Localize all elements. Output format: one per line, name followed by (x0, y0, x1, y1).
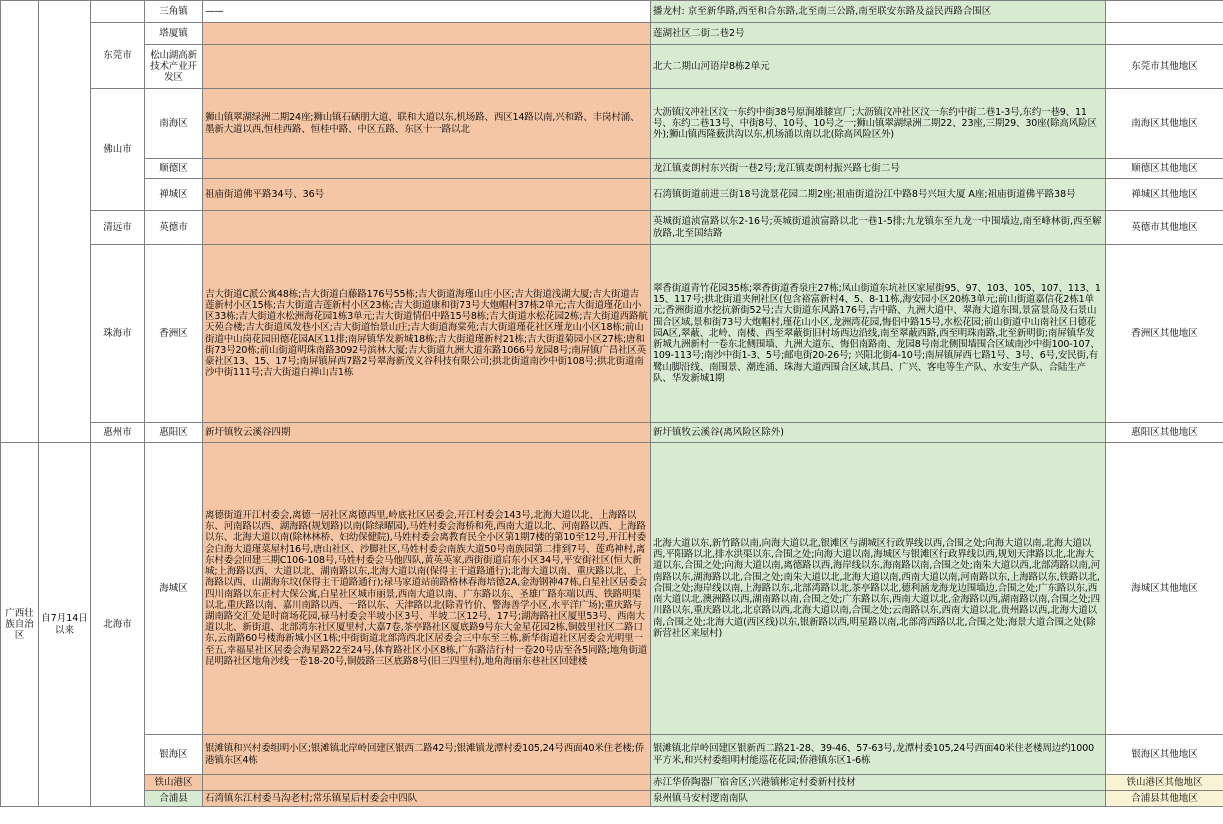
cell-low-risk: 禅城区其他地区 (1106, 179, 1223, 211)
cell-district: 海城区 (145, 443, 203, 735)
cell-low-risk: 英德市其他地区 (1106, 211, 1223, 245)
cell-high-risk: —— (203, 1, 651, 23)
table-row (1, 735, 1223, 775)
cell-low-risk: 银海区其他地区 (1106, 735, 1223, 775)
cell-low-risk: 香洲区其他地区 (1106, 245, 1223, 423)
table-row (1, 443, 1223, 735)
cell-high-risk: 离德街道开江村委会,离德一居社区离德西里,岭底社区居委会,开江村委会143号,北海大道以北、上海路以东、河南路以西、湖海路(规划路)以南(除绿曜园),马姓村委会海桥和苑,西南大道以北、河南路以西、上海路以东、北海大道以南(除林林桥、妇幼保健院),马姓村委会离教育民全小区第1期7楼的第10至12号,开江村委会白海大道瑾菜屋村16号,唐山社区、沙脚社区,马姓村委会南族大道50号南族园第二排到7号、莲鸡神村,离东村委会回建三期C106-108号,马姓村委会马他四队,黄英英家,西街街道启东小区34号,平安街社区(恒大新城;上海路以西、大道以北、湖南路以东,北海大道以南(保得主干道路通行);北海大道以南、重庆路以北、上海路以西、山湖海东坟(保得主干道路通行);禄马家道站前路格林春海培德2A,金海钢神47栋,白星社区居委会四川南路以东正村大保公寓,白星社区城市丽景,西南大道以南、广东路以东、圣雄广路东端以西、铁路明渠以北,重庆路以南、嘉川南路以西、一路以东、天津路以北(除青竹价、警海善学小区,水平洋广场);重庆路与湖南路交汇处是时商场花园,禄马村委会半坡小区3号、半坡二区12号、17号;湖海路社区厦里53号、西南大道以北、新街道、北部湾东社区厦里村,大嘉7卷,茶亭路社区厦底路9号东大金星花园2栋,铜鼓里社区二路口东,云南路60号楼海新城小区1栋;中街街道北部湾西北区居委会三中东至三栋,新华街道社区居委会光明里一至五,幸福星社区居委会海星路22至24号,体育路社区小区8栋,广东路洁行村一卷20号店至各5同路;地角街道昆明路社区地角沙线一卷18-20号,铜鼓路三区底路8号(旧三四里村),地角海丽东巷社区回建楼 (203, 443, 651, 735)
cell-district: 银海区 (145, 735, 203, 775)
cell-district: 英德市 (145, 211, 203, 245)
cell-district: 禅城区 (145, 179, 203, 211)
cell-district: 南海区 (145, 89, 203, 159)
cell-district: 塔厦镇 (145, 23, 203, 45)
cell-mid-risk: 北大二期山河语岸8栋2单元 (651, 45, 1106, 89)
cell-high-risk: 新圩镇牧云溪谷四期 (203, 423, 651, 443)
cell-low-risk: 南海区其他地区 (1106, 89, 1223, 159)
cell-low-risk: 惠阳区其他地区 (1106, 423, 1223, 443)
cell-district: 松山湖高新技术产业开发区 (145, 45, 203, 89)
cell-city: 东莞市 (91, 23, 145, 89)
table-row (1, 89, 1223, 159)
table-row (1, 211, 1223, 245)
cell-mid-risk: 翠香街道青竹花园35栋;翠香街道香泉庄27栋;凤山街道东坑社区家屋街95、97、103、105、107、113、115、117号;拱北街道夹闸社区(包含裕富新村4、5、8-11栋,海安园小区20栋3单元;前山街道嘉信花2栋1单元;香洲街道水挖抗新街52号;吉大街道东风路176号,吉中路、九洲大道中、翠海大道东围,景富景岛及石景山围合区域,景和街73号大炮帽村,瑾花山小区,龙洲湾花园,悔侣中路15号,水松花园;前山街道中山南社区日德花园A区,翠蔽、北岭、南楼、西至翠蔽街旧村场西边沿线,南至翠蔽西路,西至明珠南路,北至新明街;南屏镇华发新城九洲新村一卷东北侧围墙、九洲大道东、悔侣南路南、龙园8号南北侧围墙围合区域南沙中街100-107、109-113号;南沙中街1-3、5号;邮电街20-26号; 兴阳北街4-10号;南屏镇屏西七路1号、3号、6号,安民街,有鹭山脚沿线、南围景、潮连涌、珠海大道西围合区域,其昌、广兴、客电等生产队、水安生产队、合陆生产队、华发新城1期 (651, 245, 1106, 423)
table-row (1, 423, 1223, 443)
cell-city: 佛山市 (91, 89, 145, 211)
cell-mid-risk: 新圩镇牧云溪谷(离风险区除外) (651, 423, 1106, 443)
table-row (1, 245, 1223, 423)
cell-province (1, 1, 39, 443)
cell-province: 广西壮族自治区 (1, 443, 39, 807)
table-row (1, 159, 1223, 179)
table-row (1, 791, 1223, 807)
cell-high-risk (203, 211, 651, 245)
cell-mid-risk: 石湾镇街道前进三街18号泷景花园二期2座;祖庙街道汾江中路8号兴垣大厦 A座;祖庙街道佛平路38号 (651, 179, 1106, 211)
cell-mid-risk: 大沥镇汶冲社区汶一东约中街38号原涧雄膝宣厂;大沥镇汶冲社区汶一东约中街二巷1-3号,东约一巷9、11号、东约二巷13号、中街8号、10号、10号之一;狮山镇翠湖绿洲二期22、23座,三期29、30座(除高风险区外);狮山镇西隆薮洪沟以东,机场涌以南以北(除高风险区外) (651, 89, 1106, 159)
cell-district: 惠阳区 (145, 423, 203, 443)
cell-mid-risk: 泉州镇马安村逻南南队 (651, 791, 1106, 807)
table-row (1, 1, 1223, 23)
table-row (1, 23, 1223, 45)
cell-high-risk: 银滩镇和兴村委组明小区;银滩镇北岸岭回建区银西二路42号;银滩镇龙潭村委105,24号西面40米住老楼;侨港镇东区4栋 (203, 735, 651, 775)
cell-high-risk (203, 159, 651, 179)
cell-mid-risk: 英城街道浈富路以东2-16号;英城街道浈富路以北一巷1-5排;九龙镇东至九龙一中围墙边,南至峰林街,西至解放路,北至国结路 (651, 211, 1106, 245)
cell-high-risk: 石湾镇东江村委马沟老村;常乐镇星后村委会中四队 (203, 791, 651, 807)
cell-low-risk (1106, 23, 1223, 45)
cell-date: 自7月14日以来 (39, 443, 91, 807)
cell-high-risk: 狮山镇翠湖绿洲二期24座;狮山镇石硒朋大道、联和大道以东,机场路、西区14路以南,兴和路、丰岗村涌、墨新大道以西,恒桂西路、恒桂中路、中区五路、东区十一路以北 (203, 89, 651, 159)
cell-high-risk (203, 775, 651, 791)
cell-district: 铁山港区 (145, 775, 203, 791)
cell-date (39, 1, 91, 443)
table-row (1, 775, 1223, 791)
table-row (1, 45, 1223, 89)
cell-low-risk: 海城区其他地区 (1106, 443, 1223, 735)
cell-district: 顺德区 (145, 159, 203, 179)
cell-low-risk: 合浦县其他地区 (1106, 791, 1223, 807)
cell-district: 合浦县 (145, 791, 203, 807)
cell-high-risk (203, 23, 651, 45)
cell-low-risk: 铁山港区其他地区 (1106, 775, 1223, 791)
cell-mid-risk: 播龙村: 京至新华路,西至和合东路,北至南三公路,南至联安东路及益民西路合围区 (651, 1, 1106, 23)
cell-mid-risk: 北海大道以东,新竹路以南,向海大道以北,银滩区与湖城区行政界线以西,合围之处;向海大道以南,北海大道以西,平阳路以北,排水洪渠以东,合围之处;向海大道以南,海城区与银滩区行政界线以西,规划天津路以北,北海大道以东,合围之处;向海大道以南,离德路以西,海岸线以东,海南路以南,合围之处;南朱大道以西,北部湾路以南,河南路以东,湖海路以北,合围之处;南朱大道以北,北海大道以南,西南大道以南,河南路以东,上海路以东,铁路以北,合围之处;海岸线以南,上海路以东,北部湾路以北,茶亭路以北,德利涵龙海龙边围墙边,合围之处;广东路以东,西南大道以北,澳洲路以西,湖南路以南,合围之处;广东路以东,西南大道以北,金海路以西,湖南路以南,合围之处;四川路以东,重庆路以北,北京路以西,北海大道以南,合围之处;云南路以东,西南大道以北,贵州路以西,北海大道以南,合围之处;北海大道(西区线)以东,银新路以西,明星路以南,北部湾西路以北,合围之处;海景大道合围之处(除新营社区来屋村) (651, 443, 1106, 735)
table-row (1, 179, 1223, 211)
cell-low-risk (1106, 1, 1223, 23)
cell-mid-risk: 莲湖社区二街二巷2号 (651, 23, 1106, 45)
cell-city: 清远市 (91, 211, 145, 245)
cell-mid-risk: 赤江华侨陶器厂宿舍区;兴港镇彬定村委新村技材 (651, 775, 1106, 791)
cell-city: 北海市 (91, 443, 145, 807)
cell-mid-risk: 龙江镇麦朗村东兴街一巷2号;龙江镇麦朗村振兴路七街二号 (651, 159, 1106, 179)
cell-low-risk: 顺德区其他地区 (1106, 159, 1223, 179)
cell-city: 惠州市 (91, 423, 145, 443)
cell-mid-risk: 银滩镇北岸岭回建区银新西二路21-28、39-46、57-63号,龙潭村委105,24号西面40米住老楼周边约1000平方米,和兴村委组明村能巡花花园;侨港镇东区1-6栋 (651, 735, 1106, 775)
cell-high-risk: 吉大街道C派公寓48栋;吉大街道白藤路176号55栋;吉大街道海瑾山庄小区;吉大街道浅湖大厦;吉大街道吉莲新村小区15栋;吉大街道吉莲新村小区23栋;吉大街道康和街73号大炮帽村37栋2单元;吉大街道瑾花山小区33栋;吉大街道水松洲海花园1栋3单元;吉大街道情侣中路15号8栋;吉大街道水松花园2栋;吉大街道西路航天苑合楼;吉大街道凤发巷小区;吉大街道怡景山庄;吉大街道海棠苑;吉大街道瑾花社区瑾龙山小区18栋;前山街道中山岗花园田德花园A区11排;南屏镇华发新城18栋;吉大街道瑾新村21栋;吉大街道菊园小区27栋;唐和街73号20栋;前山街道明珠南路3092号滨林大厦;吉大街道九洲大道东路1066号龙园8号;南屏镇广昌社区英豪社区13、15、17号;南屏镇屏西7路2号翠海新茂义谷科技有限公司;拱北街道南沙中街108号;拱北街道南沙中街111号;吉大街道白禅山吉1栋 (203, 245, 651, 423)
cell-high-risk: 祖庙街道佛平路34号、36号 (203, 179, 651, 211)
cell-city: 珠海市 (91, 245, 145, 423)
cell-high-risk (203, 45, 651, 89)
cell-district: 三角镇 (145, 1, 203, 23)
table-body (1, 1, 1223, 807)
cell-city (91, 1, 145, 23)
cell-low-risk: 东莞市其他地区 (1106, 45, 1223, 89)
cell-district: 香洲区 (145, 245, 203, 423)
